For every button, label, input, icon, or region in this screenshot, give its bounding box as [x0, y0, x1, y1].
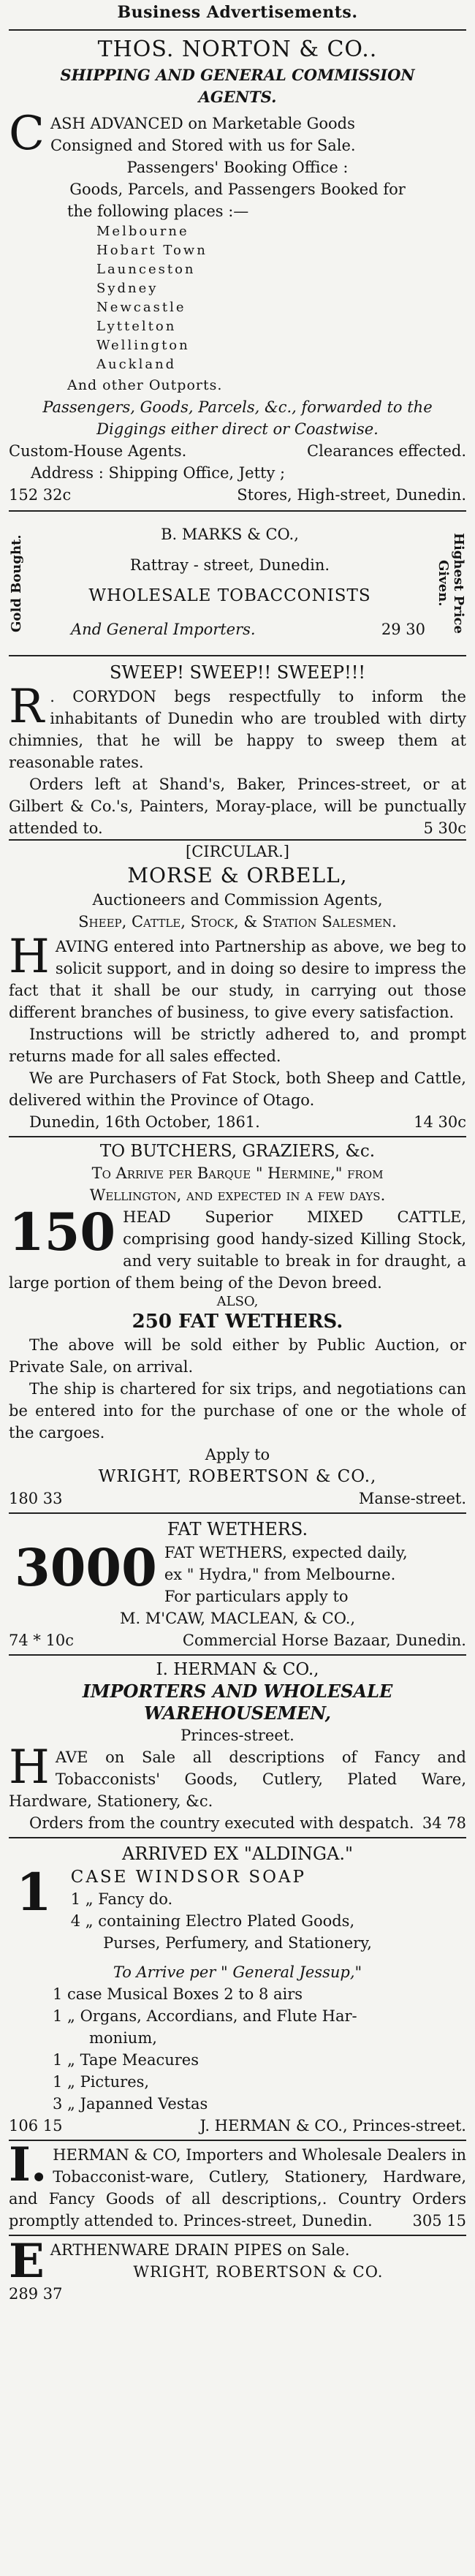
- ad-reference: 289 37: [9, 2285, 63, 2303]
- ad-title: FAT WETHERS.: [167, 1519, 308, 1539]
- ad-text: To Arrive per Barque " Hermine," from: [91, 1164, 384, 1182]
- ad-text: For particulars apply to: [164, 1588, 349, 1605]
- ad-text: AVING entered into Partnership as above, we beg to solicit support, and in doing so desire to impress the fact that it shall be our study, in carrying out those different branches of business, to give every satisfaction.: [9, 938, 466, 1021]
- ad-text: Auctioneers and Commission Agents,: [92, 891, 383, 909]
- ad-marks: [9, 512, 466, 655]
- ad-butchers: [9, 1137, 466, 1512]
- ad-agent: WRIGHT, ROBERTSON & CO.: [133, 2263, 384, 2281]
- ad-text: Address : Shipping Office, Jetty ;: [31, 464, 286, 482]
- ad-text: AVE on Sale all descriptions of Fancy and Tobacconists' Goods, Cutlery, Plated Ware, Hardware, Stationery, &c.: [9, 1749, 466, 1810]
- ad-text: Custom-House Agents.: [9, 442, 187, 460]
- ad-sweep: [9, 656, 466, 839]
- ad-text: Diggings either direct or Coastwise.: [96, 420, 379, 438]
- ad-text: 1 „ Fancy do.: [70, 1890, 173, 1908]
- ad-text: ALSO,: [216, 1294, 259, 1309]
- ad-text: We are Purchasers of Fat Stock, both Sheep and Cattle, delivered within the Province of Otago.: [9, 1069, 466, 1109]
- list-item: 1 „ Pictures,: [53, 2073, 150, 2091]
- ad-text: Passengers' Booking Office :: [126, 159, 349, 176]
- ad-subtitle: WAREHOUSEMEN,: [143, 1702, 332, 1724]
- ad-text: ARTHENWARE DRAIN PIPES on Sale.: [50, 2241, 350, 2259]
- ad-text: 4 „ containing Electro Plated Goods,: [70, 1912, 355, 1930]
- list-item: 1 „ Organs, Accordians, and Flute Har-: [53, 2007, 357, 2025]
- ad-text: Stores, High-street, Dunedin.: [237, 486, 466, 504]
- ad-text: Clearances effected.: [307, 442, 466, 460]
- place-item: Wellington: [96, 338, 190, 353]
- ad-text: Purses, Perfumery, and Stationery,: [103, 1934, 372, 1952]
- ad-text: FAT WETHERS, expected daily,: [164, 1544, 408, 1561]
- ad-text: Sheep, Cattle, Stock, & Station Salesmen.: [78, 913, 397, 931]
- ad-text: Princes-street.: [180, 1727, 294, 1744]
- list-item: monium,: [89, 2029, 157, 2047]
- drop-cap: E: [9, 2236, 45, 2289]
- ad-text: Orders left at Shand's, Baker, Princes-street, or at Gilbert & Co.'s, Painters, Moray-place, will be punctually attended to.: [9, 776, 466, 837]
- ad-norton: [9, 31, 466, 510]
- ad-text: Consigned and Stored with us for Sale.: [50, 137, 356, 154]
- ad-aldinga: [9, 1838, 466, 2140]
- ad-text: Orders from the country executed with despatch.: [29, 1814, 414, 1832]
- ad-text: Passengers, Goods, Parcels, &c., forwarded to the: [42, 398, 433, 416]
- ad-herman: [9, 1656, 466, 1837]
- ad-title: 250 FAT WETHERS.: [132, 1311, 343, 1333]
- ad-title: MORSE & ORBELL,: [127, 863, 348, 887]
- drop-cap: C: [9, 107, 45, 161]
- ad-reference: 29 30: [381, 621, 425, 638]
- ad-text: the following places :—: [67, 202, 249, 220]
- place-item: Launceston: [96, 262, 196, 277]
- ad-reference: 152 32c: [9, 486, 72, 504]
- list-item: 1 „ Tape Meacures: [53, 2051, 200, 2069]
- section-header: Business Advertisements.: [117, 3, 358, 22]
- place-item: Newcastle: [96, 300, 186, 315]
- drop-cap: R: [9, 680, 45, 734]
- big-number: 1: [16, 1862, 52, 1922]
- ad-title: ARRIVED EX "ALDINGA.": [121, 1844, 354, 1864]
- drop-cap: H: [9, 1740, 50, 1795]
- ad-text: HEAD Superior MIXED CATTLE, comprising good handy-sized Killing Stock, and very suitable to break in for draught, a large portion of them being of the Devon breed.: [9, 1208, 466, 1292]
- ad-drain-pipes: [9, 2236, 466, 2305]
- ad-subtitle: IMPORTERS AND WHOLESALE: [82, 1681, 393, 1702]
- ad-text: Goods, Parcels, and Passengers Booked for: [69, 181, 406, 198]
- place-item: Lyttelton: [96, 319, 177, 334]
- vertical-label: Gold Bought.: [9, 534, 24, 632]
- ad-text: ex " Hydra," from Melbourne.: [164, 1566, 396, 1583]
- ad-label: [CIRCULAR.]: [186, 843, 289, 860]
- ad-title: I. HERMAN & CO.,: [156, 1660, 319, 1679]
- ad-morse-orbell: [9, 841, 466, 1136]
- ad-text: HERMAN & CO, Importers and Wholesale Dealers in Tobacconist-ware, Cutlery, Stationery, Hardware, and Fancy Goods of all descriptions,. Country Orders promptly attended to. Princes-street, Dunedin.: [9, 2146, 466, 2230]
- ad-subtitle: SHIPPING AND GENERAL COMMISSION: [60, 66, 415, 84]
- place-item: Auckland: [96, 357, 177, 372]
- ad-text: The ship is chartered for six trips, and negotiations can be entered into for the purchase of one or the whole of the cargoes.: [9, 1380, 466, 1442]
- big-number: 3000: [15, 1537, 157, 1598]
- ad-text: Commercial Horse Bazaar, Dunedin.: [182, 1632, 466, 1649]
- ad-text: Wellington, and expected in a few days.: [89, 1186, 386, 1204]
- ad-date: Dunedin, 16th October, 1861.: [29, 1113, 260, 1131]
- ad-reference: 106 15: [9, 2117, 63, 2134]
- vertical-label: Highest Price Given.: [436, 533, 466, 634]
- ad-text: CASE WINDSOR SOAP: [70, 1868, 307, 1887]
- ad-title: THOS. NORTON & CO..: [97, 37, 378, 62]
- ad-reference: 74 * 10c: [9, 1632, 75, 1649]
- ad-reference: 34 78: [422, 1814, 466, 1832]
- ad-text: And other Outports.: [67, 377, 223, 393]
- place-item: Sydney: [96, 281, 159, 296]
- ad-text: The above will be sold either by Public Auction, or Private Sale, on arrival.: [9, 1336, 466, 1376]
- big-number: 150: [9, 1202, 116, 1262]
- ad-herman-dealers: [9, 2141, 466, 2235]
- ad-text: WHOLESALE TOBACCONISTS: [88, 586, 371, 605]
- ad-fat-wethers: [9, 1514, 466, 1654]
- ad-text: ASH ADVANCED on Marketable Goods: [50, 115, 355, 132]
- ad-text: Rattray - street, Dunedin.: [129, 556, 330, 574]
- ad-text: Manse-street.: [358, 1490, 466, 1507]
- ad-title: B. MARKS & CO.,: [161, 526, 299, 543]
- ad-reference: 180 33: [9, 1490, 63, 1507]
- drop-cap: H: [9, 930, 50, 984]
- ad-text: . CORYDON begs respectfully to inform the inhabitants of Dunedin who are troubled with dirty chimnies, that he will be happy to sweep them at reasonable rates.: [9, 688, 466, 771]
- ad-agent: M. M'CAW, MACLEAN, & CO.,: [119, 1610, 356, 1627]
- place-item: Melbourne: [96, 224, 189, 239]
- ad-subtitle: AGENTS.: [198, 88, 277, 106]
- list-item: 1 case Musical Boxes 2 to 8 airs: [53, 1985, 303, 2003]
- ad-text: And General Importers.: [71, 621, 256, 638]
- ad-title: TO BUTCHERS, GRAZIERS, &c.: [99, 1142, 376, 1161]
- ad-reference: 14 30c: [414, 1113, 466, 1131]
- place-item: Hobart Town: [96, 243, 208, 258]
- ad-reference: 5 30c: [423, 819, 466, 837]
- ad-agent: J. HERMAN & CO., Princes-street.: [200, 2117, 466, 2134]
- ad-text: Apply to: [205, 1446, 270, 1463]
- drop-cap: I.: [9, 2141, 48, 2192]
- ad-text: To Arrive per " General Jessup,": [113, 1963, 362, 1981]
- ad-reference: 305 15: [412, 2212, 466, 2230]
- ad-text: Instructions will be strictly adhered to, and prompt returns made for all sales effected.: [9, 1026, 466, 1065]
- ad-agent: WRIGHT, ROBERTSON & CO.,: [98, 1467, 377, 1486]
- list-item: 3 „ Japanned Vestas: [53, 2095, 208, 2113]
- ad-title: SWEEP! SWEEP!! SWEEP!!!: [109, 662, 365, 683]
